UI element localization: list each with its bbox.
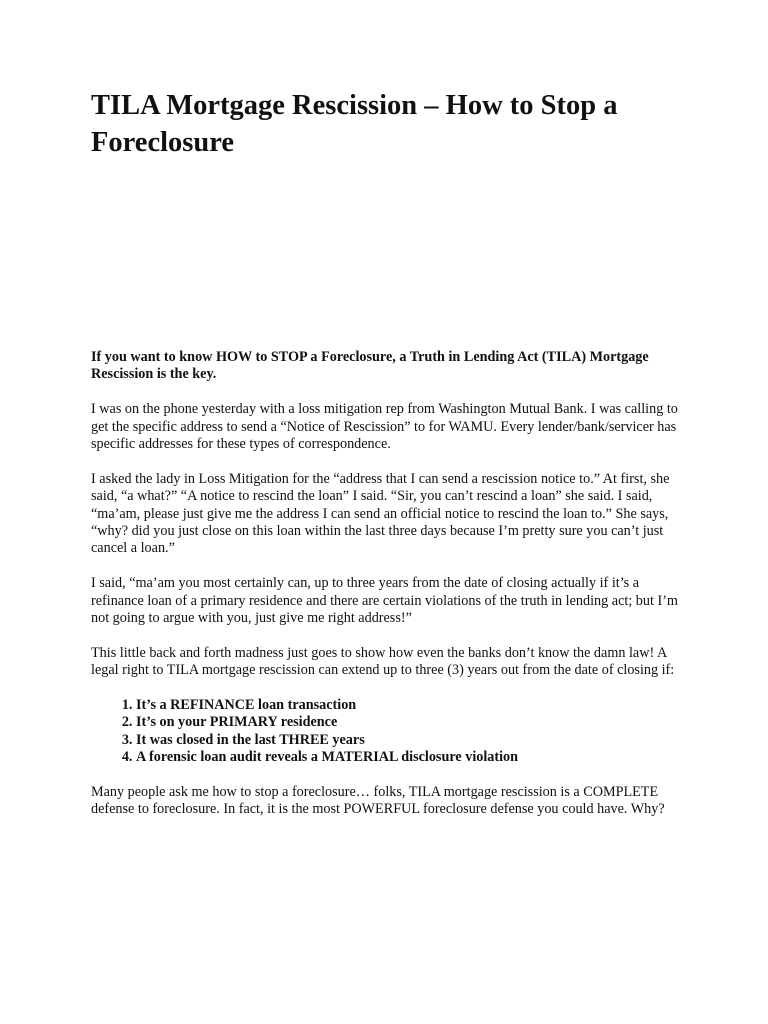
- document-body: [91, 349, 687, 836]
- body-paragraph: I asked the lady in Loss Mitigation for the “address that I can send a rescission notice to.” At first, she said, “a what?” “A notice to rescind the loan” I said. “Sir, you can’t rescind a loan” she said. I said, “ma’am, please just give me the address I can send an official notice to rescind the loan to.” She says, “why? did you just close on this loan within the last three days because I’m pretty sure you can’t just cancel a loan.”: [91, 470, 670, 557]
- document-title: TILA Mortgage Rescission – How to Stop a Foreclosure: [91, 90, 618, 158]
- lead-paragraph: If you want to know HOW to STOP a Foreclosure, a Truth in Lending Act (TILA) Mortgage Rescission is the key.: [91, 349, 649, 383]
- body-paragraph: I said, “ma’am you most certainly can, up to three years from the date of closing actually if it’s a refinance loan of a primary residence and there are certain violations of the truth in lending act; but I’m not going to argue with you, just give me right address!”: [91, 575, 678, 627]
- body-paragraph: This little back and forth madness just goes to show how even the banks don’t know the damn law! A legal right to TILA mortgage rescission can extend up to three (3) years out from the date of closing if:: [91, 644, 675, 679]
- list-item: 2. It’s on your PRIMARY residence: [136, 714, 687, 731]
- list-item: 4. A forensic loan audit reveals a MATERIAL disclosure violation: [136, 749, 687, 766]
- list-item: 3. It was closed in the last THREE years: [136, 732, 687, 749]
- body-paragraph: I was on the phone yesterday with a loss mitigation rep from Washington Mutual Bank. I was calling to get the specific address to send a “Notice of Rescission” to for WAMU. Every lender/bank/servicer has specific addresses for these types of correspondence.: [91, 401, 678, 453]
- closing-paragraph: Many people ask me how to stop a foreclosure… folks, TILA mortgage rescission is a COMPLETE defense to foreclosure. In fact, it is the most POWERFUL foreclosure defense you could have. Why?: [91, 784, 665, 818]
- list-item: 1. It’s a REFINANCE loan transaction: [136, 697, 687, 714]
- conditions-list: [91, 697, 687, 767]
